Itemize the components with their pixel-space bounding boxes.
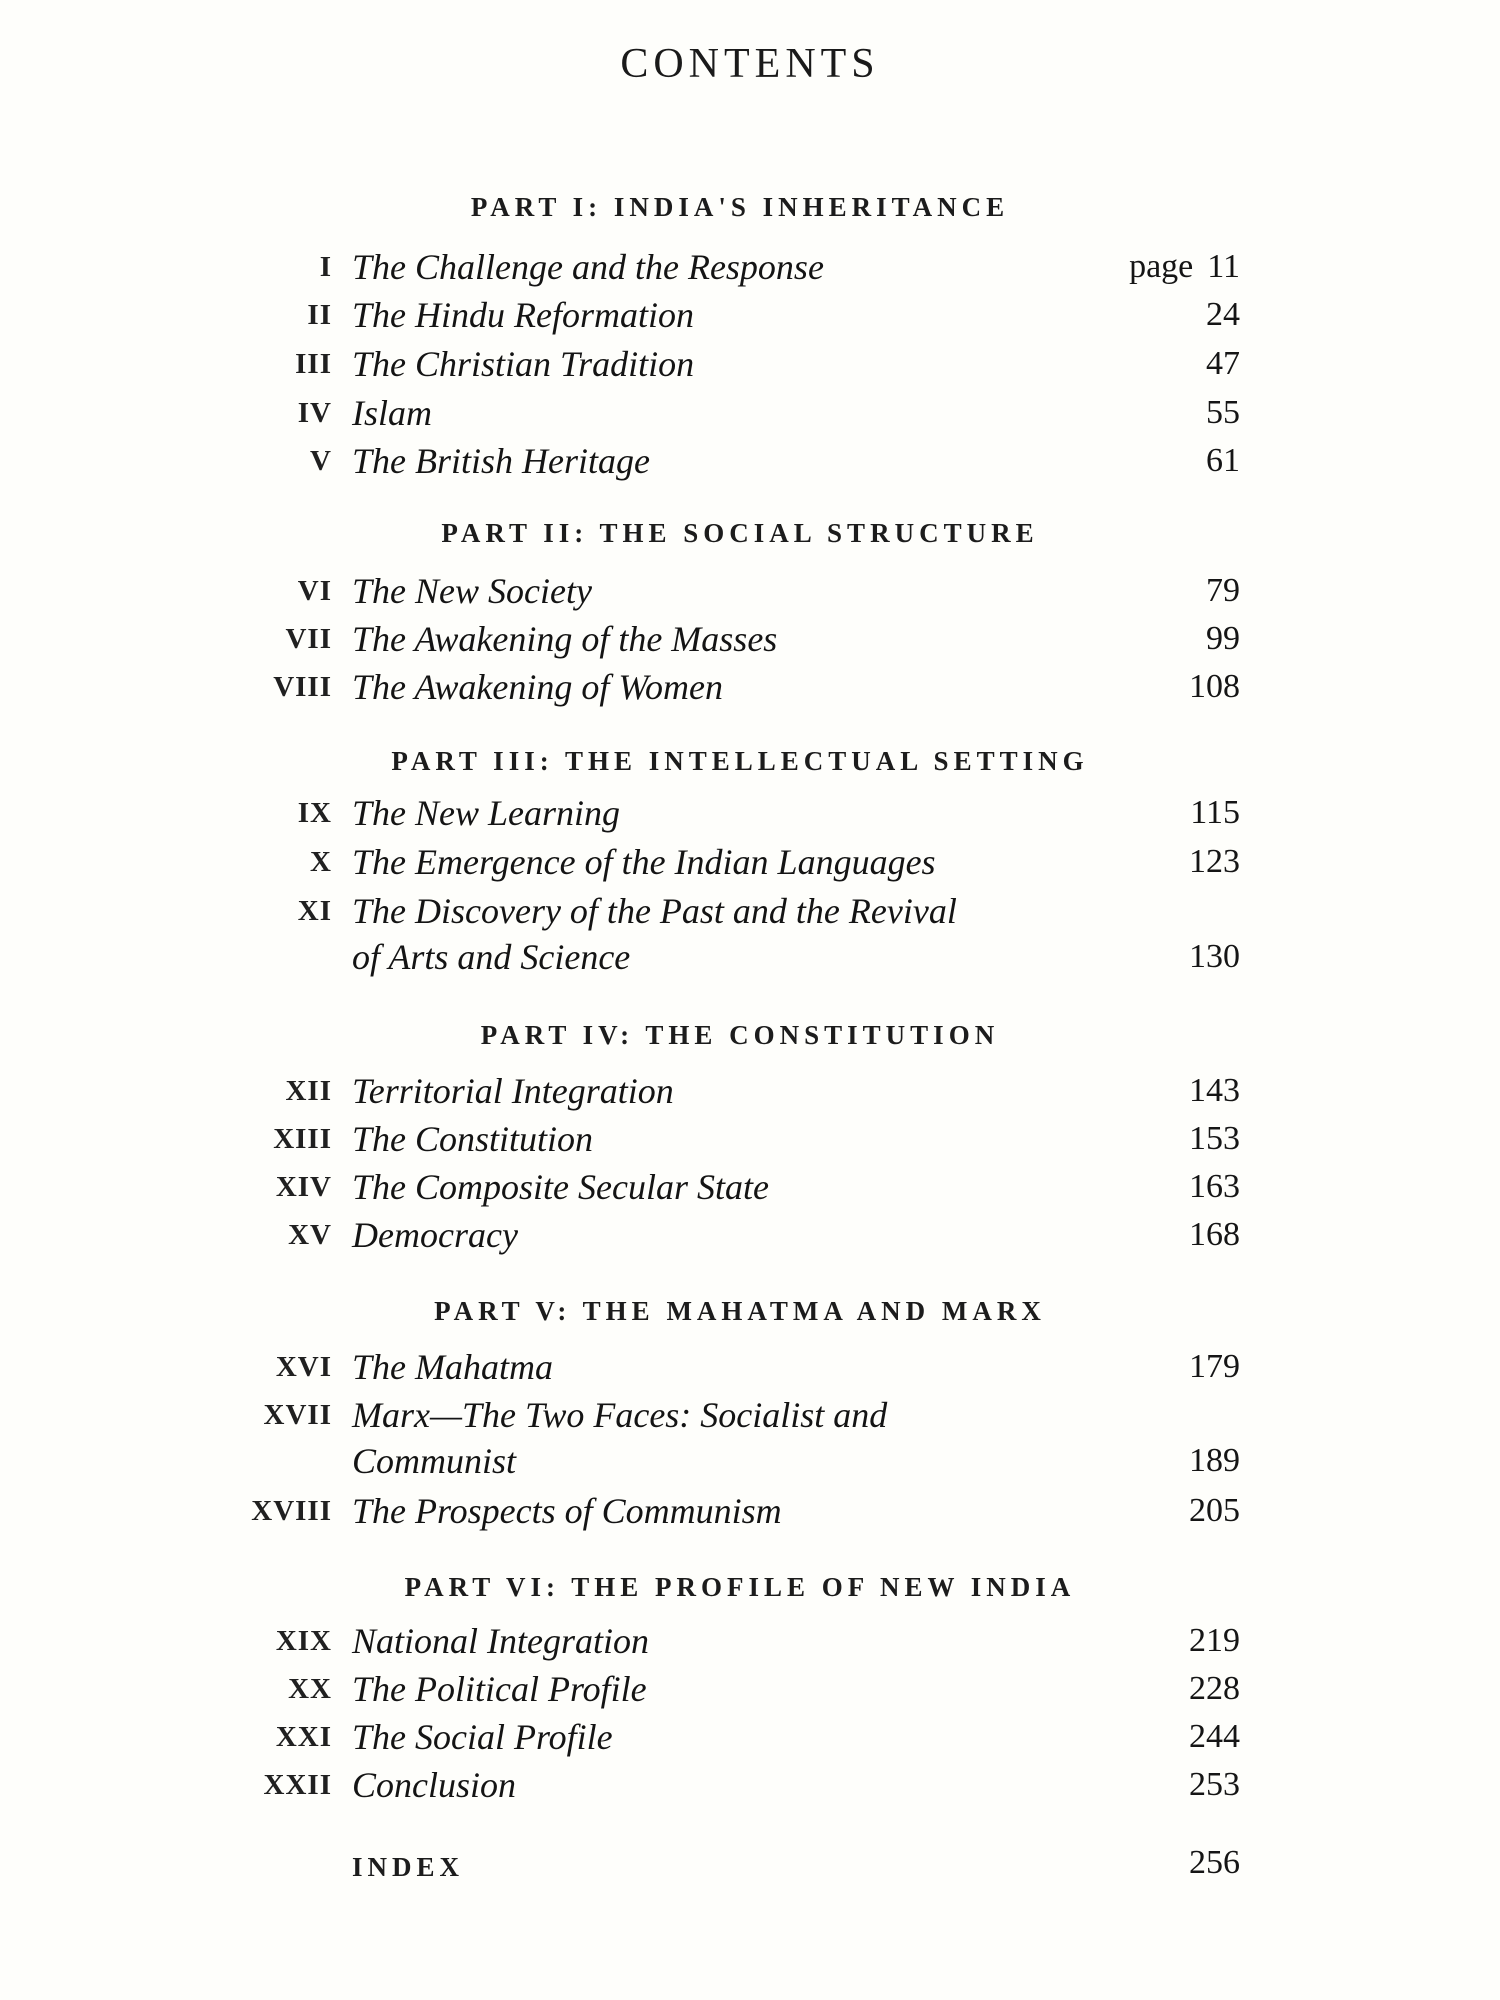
toc-entry[interactable]: [240, 568, 1240, 614]
chapter-page: 55: [1206, 394, 1240, 431]
page-prefix: page: [1129, 248, 1194, 285]
page-title: CONTENTS: [620, 41, 880, 87]
toc-entry[interactable]: [240, 1392, 1240, 1484]
toc-entry[interactable]: [240, 1762, 1240, 1808]
chapter-title-line1: Marx—The Two Faces: Socialist and: [352, 1395, 888, 1435]
toc-entry[interactable]: [240, 839, 1240, 885]
chapter-page: 79: [1206, 572, 1240, 609]
part-heading: PART V: THE MAHATMA AND MARX: [434, 1296, 1046, 1326]
chapter-number: II: [307, 299, 332, 331]
chapter-number: XIV: [275, 1171, 332, 1203]
chapter-title: The Social Profile: [352, 1717, 613, 1757]
index-label[interactable]: INDEX: [352, 1852, 465, 1882]
chapter-page: [1129, 244, 1240, 290]
chapter-page: 219: [1189, 1622, 1240, 1659]
toc-entry[interactable]: [240, 1344, 1240, 1390]
chapter-number: XX: [288, 1673, 332, 1705]
chapter-page: 244: [1189, 1718, 1240, 1755]
toc-entry[interactable]: [240, 790, 1240, 836]
chapter-page: 24: [1206, 296, 1240, 333]
toc-entry[interactable]: [240, 888, 1240, 980]
toc-entry[interactable]: [240, 244, 1240, 290]
toc-entry[interactable]: [240, 664, 1240, 710]
toc-entry[interactable]: [240, 1714, 1240, 1760]
chapter-page: 123: [1189, 843, 1240, 880]
chapter-page: 253: [1189, 1766, 1240, 1803]
chapter-number: X: [310, 846, 332, 878]
toc-entry[interactable]: [240, 1116, 1240, 1162]
toc-entry[interactable]: [240, 341, 1240, 387]
chapter-title: The Political Profile: [352, 1669, 647, 1709]
chapter-title: Territorial Integration: [352, 1071, 674, 1111]
chapter-number: XVII: [263, 1399, 332, 1431]
chapter-title: [352, 1392, 887, 1484]
chapter-page: 108: [1189, 668, 1240, 705]
index-page: 256: [1189, 1844, 1240, 1881]
chapter-title: The Composite Secular State: [352, 1167, 769, 1207]
chapter-page: 205: [1189, 1492, 1240, 1529]
chapter-number: XIX: [275, 1625, 332, 1657]
page-number: 11: [1207, 248, 1240, 285]
chapter-number: I: [319, 251, 332, 283]
chapter-number: XII: [285, 1075, 332, 1107]
toc-entry[interactable]: [240, 438, 1240, 484]
chapter-page: 228: [1189, 1670, 1240, 1707]
chapter-page: 153: [1189, 1120, 1240, 1157]
chapter-title: The New Society: [352, 571, 592, 611]
part-heading: PART VI: THE PROFILE OF NEW INDIA: [404, 1572, 1076, 1602]
chapter-page: 168: [1189, 1216, 1240, 1253]
toc-entry[interactable]: [240, 1488, 1240, 1534]
toc-entry[interactable]: [240, 1164, 1240, 1210]
chapter-number: XV: [288, 1219, 332, 1251]
chapter-title: Democracy: [352, 1215, 518, 1255]
chapter-number: IX: [297, 797, 332, 829]
chapter-title: The Challenge and the Response: [352, 247, 824, 287]
chapter-page: 179: [1189, 1348, 1240, 1385]
part-heading: PART III: THE INTELLECTUAL SETTING: [391, 746, 1089, 776]
chapter-number: VI: [297, 575, 332, 607]
toc-entry[interactable]: [240, 390, 1240, 436]
chapter-title: The Christian Tradition: [352, 344, 695, 384]
toc-entry[interactable]: [240, 1618, 1240, 1664]
part-heading: PART I: INDIA'S INHERITANCE: [470, 192, 1010, 222]
chapter-title: The Constitution: [352, 1119, 594, 1159]
chapter-title: Conclusion: [352, 1765, 517, 1805]
toc-entry[interactable]: [240, 616, 1240, 662]
chapter-title: The Emergence of the Indian Languages: [352, 842, 936, 882]
chapter-title: [352, 888, 957, 980]
chapter-title-line2: Communist: [352, 1441, 517, 1481]
chapter-number: IV: [297, 397, 332, 429]
chapter-number: III: [295, 348, 332, 380]
chapter-page: 99: [1206, 620, 1240, 657]
part-heading: PART II: THE SOCIAL STRUCTURE: [441, 518, 1039, 548]
chapter-number: XVIII: [251, 1495, 332, 1527]
chapter-title: The Awakening of Women: [352, 667, 723, 707]
chapter-title: The British Heritage: [352, 441, 650, 481]
chapter-number: XXII: [263, 1769, 332, 1801]
chapter-number: V: [310, 445, 332, 477]
toc-entry[interactable]: [240, 292, 1240, 338]
chapter-number: VII: [285, 623, 332, 655]
toc-entry[interactable]: [240, 1068, 1240, 1114]
chapter-number: XI: [297, 895, 332, 927]
chapter-page: 189: [1189, 1442, 1240, 1479]
chapter-title: The Prospects of Communism: [352, 1491, 782, 1531]
chapter-title-line2: of Arts and Science: [352, 937, 631, 977]
chapter-title: The Awakening of the Masses: [352, 619, 778, 659]
chapter-title: The Mahatma: [352, 1347, 553, 1387]
chapter-number: VIII: [273, 671, 332, 703]
chapter-page: 143: [1189, 1072, 1240, 1109]
chapter-page: 115: [1190, 794, 1240, 831]
chapter-title: Islam: [352, 393, 432, 433]
chapter-title-line1: The Discovery of the Past and the Revival: [352, 891, 957, 931]
chapter-page: 130: [1189, 938, 1240, 975]
chapter-page: 163: [1189, 1168, 1240, 1205]
chapter-number: XVI: [275, 1351, 332, 1383]
chapter-title: The New Learning: [352, 793, 621, 833]
chapter-number: XXI: [275, 1721, 332, 1753]
chapter-page: 47: [1206, 345, 1240, 382]
toc-entry[interactable]: [240, 1212, 1240, 1258]
toc-entry[interactable]: [240, 1666, 1240, 1712]
chapter-page: 61: [1206, 442, 1240, 479]
chapter-title: National Integration: [352, 1621, 649, 1661]
chapter-number: XIII: [273, 1123, 332, 1155]
chapter-title: The Hindu Reformation: [352, 295, 694, 335]
part-heading: PART IV: THE CONSTITUTION: [480, 1020, 1000, 1050]
